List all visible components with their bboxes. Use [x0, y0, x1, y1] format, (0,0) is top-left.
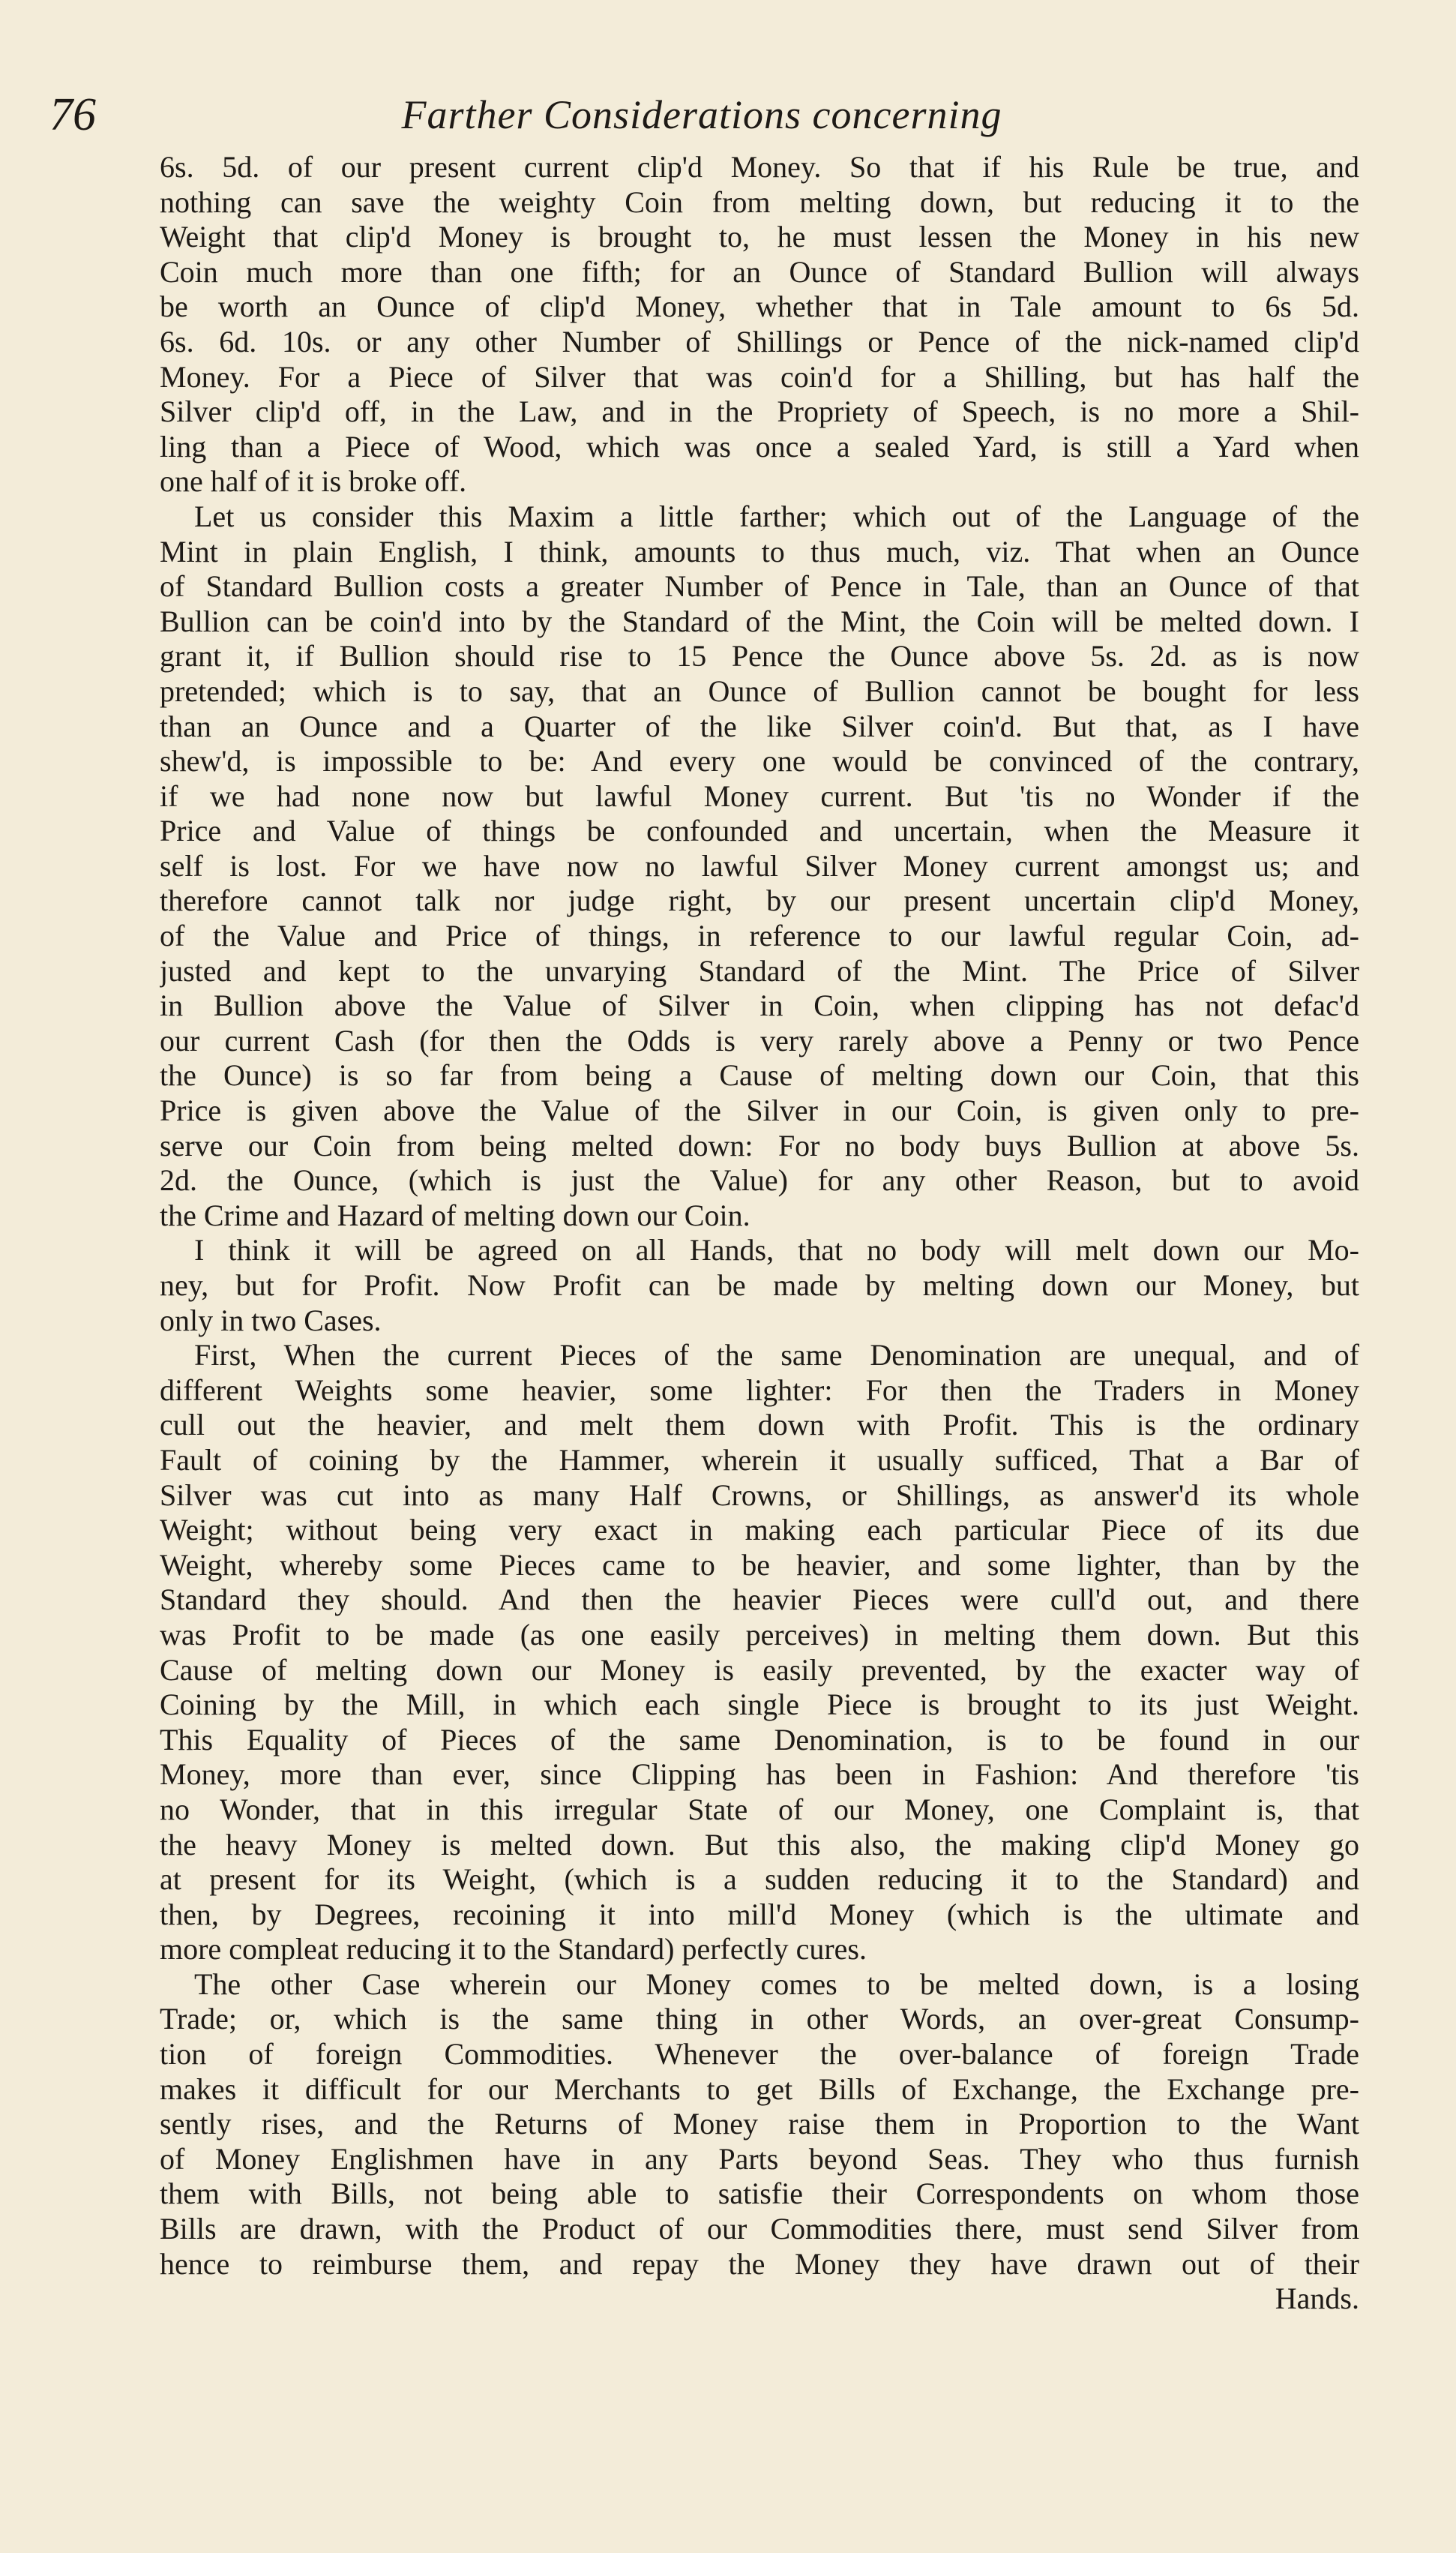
text-line: shew'd, is impossible to be: And every one would be convinced of the contrary, — [160, 744, 1359, 778]
text-line: Mint in plain English, I think, amounts to thus much, viz. That when an Ounce — [160, 534, 1359, 568]
text-line: the Crime and Hazard of melting down our Coin. — [160, 1198, 750, 1232]
text-line: in Bullion above the Value of Silver in Coin, when clipping has not defac'd — [160, 988, 1359, 1023]
text-line: pretended; which is to say, that an Ounce of Bullion cannot be bought for less — [160, 674, 1359, 708]
text-line: Coin much more than one fifth; for an Ounce of Standard Bullion will always — [160, 254, 1359, 289]
text-line: no Wonder, that in this irregular State of our Money, one Complaint is, that — [160, 1792, 1359, 1826]
text-line: ney, but for Profit. Now Profit can be made by melting down our Money, but — [160, 1268, 1359, 1302]
page-header — [49, 88, 1354, 148]
text-line: Weight; without being very exact in making each particular Piece of its due — [160, 1513, 1359, 1547]
text-line: Cause of melting down our Money is easily prevented, by the exacter way of — [160, 1652, 1359, 1687]
text-line: justed and kept to the unvarying Standard of the Mint. The Price of Silver — [160, 953, 1359, 988]
text-line: of Money Englishmen have in any Parts beyond Seas. They who thus furnish — [160, 2141, 1359, 2176]
text-line: ling than a Piece of Wood, which was once a sealed Yard, is still a Yard when — [160, 429, 1359, 464]
text-line: Hands. — [1275, 2282, 1359, 2316]
text-line: of the Value and Price of things, in reference to our lawful regular Coin, ad- — [160, 919, 1359, 953]
text-line: Coining by the Mill, in which each single Piece is brought to its just Weight. — [160, 1688, 1359, 1722]
text-line: if we had none now but lawful Money current. But 'tis no Wonder if the — [160, 778, 1359, 813]
text-line: than an Ounce and a Quarter of the like Silver coin'd. But that, as I have — [160, 709, 1359, 743]
text-line: serve our Coin from being melted down: For no body buys Bullion at above 5s. — [160, 1128, 1359, 1162]
text-line: Price is given above the Value of the Silver in our Coin, is given only to pre- — [160, 1094, 1359, 1128]
text-line: was Profit to be made (as one easily perceives) in melting them down. But this — [160, 1617, 1359, 1652]
text-line: Weight, whereby some Pieces came to be heavier, and some lighter, than by the — [160, 1547, 1359, 1582]
text-line: Silver was cut into as many Half Crowns, or Shillings, as answer'd its whole — [160, 1478, 1359, 1512]
text-line: Trade; or, which is the same thing in other Words, an over-great Consump- — [160, 2002, 1359, 2036]
text-line: makes it difficult for our Merchants to get Bills of Exchange, the Exchange pre- — [160, 2072, 1359, 2106]
text-line: 6s. 6d. 10s. or any other Number of Shillings or Pence of the nick-named clip'd — [160, 324, 1359, 358]
text-line: more compleat reducing it to the Standard) perfectly cures. — [160, 1932, 867, 1966]
text-line: Weight that clip'd Money is brought to, he must lessen the Money in his new — [160, 220, 1359, 254]
text-line: Money. For a Piece of Silver that was coin'd for a Shilling, but has half the — [160, 359, 1359, 394]
text-line: Fault of coining by the Hammer, wherein it usually sufficed, That a Bar of — [160, 1442, 1359, 1477]
text-line: Money, more than ever, since Clipping has been in Fashion: And therefore 'tis — [160, 1757, 1359, 1792]
text-line: Standard they should. And then the heavier Pieces were cull'd out, and there — [160, 1582, 1359, 1617]
body-text — [160, 150, 1359, 2317]
text-line: our current Cash (for then the Odds is very rarely above a Penny or two Pence — [160, 1023, 1359, 1058]
text-line: The other Case wherein our Money comes to be melted down, is a losing — [194, 1966, 1359, 2001]
text-line: nothing can save the weighty Coin from melting down, but reducing it to the — [160, 184, 1359, 219]
text-line: Bills are drawn, with the Product of our Commodities there, must send Silver from — [160, 2212, 1359, 2246]
text-line: only in two Cases. — [160, 1303, 382, 1337]
text-line: therefore cannot talk nor judge right, by our present uncertain clip'd Money, — [160, 884, 1359, 918]
text-line: be worth an Ounce of clip'd Money, whether that in Tale amount to 6s 5d. — [160, 290, 1359, 324]
text-line: cull out the heavier, and melt them down with Profit. This is the ordinary — [160, 1408, 1359, 1442]
text-line: hence to reimburse them, and repay the Money they have drawn out of their — [160, 2246, 1359, 2281]
text-line: self is lost. For we have now no lawful Silver Money current amongst us; and — [160, 848, 1359, 883]
text-line: Let us consider this Maxim a little farther; which out of the Language of the — [194, 499, 1359, 533]
text-line: grant it, if Bullion should rise to 15 Pence the Ounce above 5s. 2d. as is now — [160, 639, 1359, 674]
text-line: 6s. 5d. of our present current clip'd Money. So that if his Rule be true, and — [160, 150, 1359, 184]
running-title: Farther Considerations concerning — [401, 92, 1002, 137]
text-line: tion of foreign Commodities. Whenever the over-balance of foreign Trade — [160, 2037, 1359, 2072]
page-number: 76 — [49, 89, 96, 140]
text-line: then, by Degrees, recoining it into mill'd Money (which is the ultimate and — [160, 1897, 1359, 1931]
text-line: different Weights some heavier, some lighter: For then the Traders in Money — [160, 1372, 1359, 1407]
text-line: Price and Value of things be confounded and uncertain, when the Measure it — [160, 814, 1359, 848]
text-line: the Ounce) is so far from being a Cause of melting down our Coin, that this — [160, 1058, 1359, 1093]
text-line: Silver clip'd off, in the Law, and in the Propriety of Speech, is no more a Shil- — [160, 394, 1359, 429]
text-line: sently rises, and the Returns of Money raise them in Proportion to the Want — [160, 2107, 1359, 2141]
text-line: them with Bills, not being able to satisfie their Correspondents on whom those — [160, 2176, 1359, 2211]
text-line: of Standard Bullion costs a greater Number of Pence in Tale, than an Ounce of that — [160, 569, 1359, 604]
text-line: 2d. the Ounce, (which is just the Value) for any other Reason, but to avoid — [160, 1163, 1359, 1198]
text-line: at present for its Weight, (which is a sudden reducing it to the Standard) and — [160, 1862, 1359, 1897]
text-line: the heavy Money is melted down. But this also, the making clip'd Money go — [160, 1827, 1359, 1862]
text-line: Bullion can be coin'd into by the Standard of the Mint, the Coin will be melted down. I — [160, 604, 1359, 638]
text-line: one half of it is broke off. — [160, 464, 467, 499]
text-line: I think it will be agreed on all Hands, that no body will melt down our Mo- — [194, 1233, 1359, 1268]
text-line: First, When the current Pieces of the same Denomination are unequal, and of — [194, 1338, 1359, 1372]
text-line: This Equality of Pieces of the same Denomination, is to be found in our — [160, 1722, 1359, 1756]
